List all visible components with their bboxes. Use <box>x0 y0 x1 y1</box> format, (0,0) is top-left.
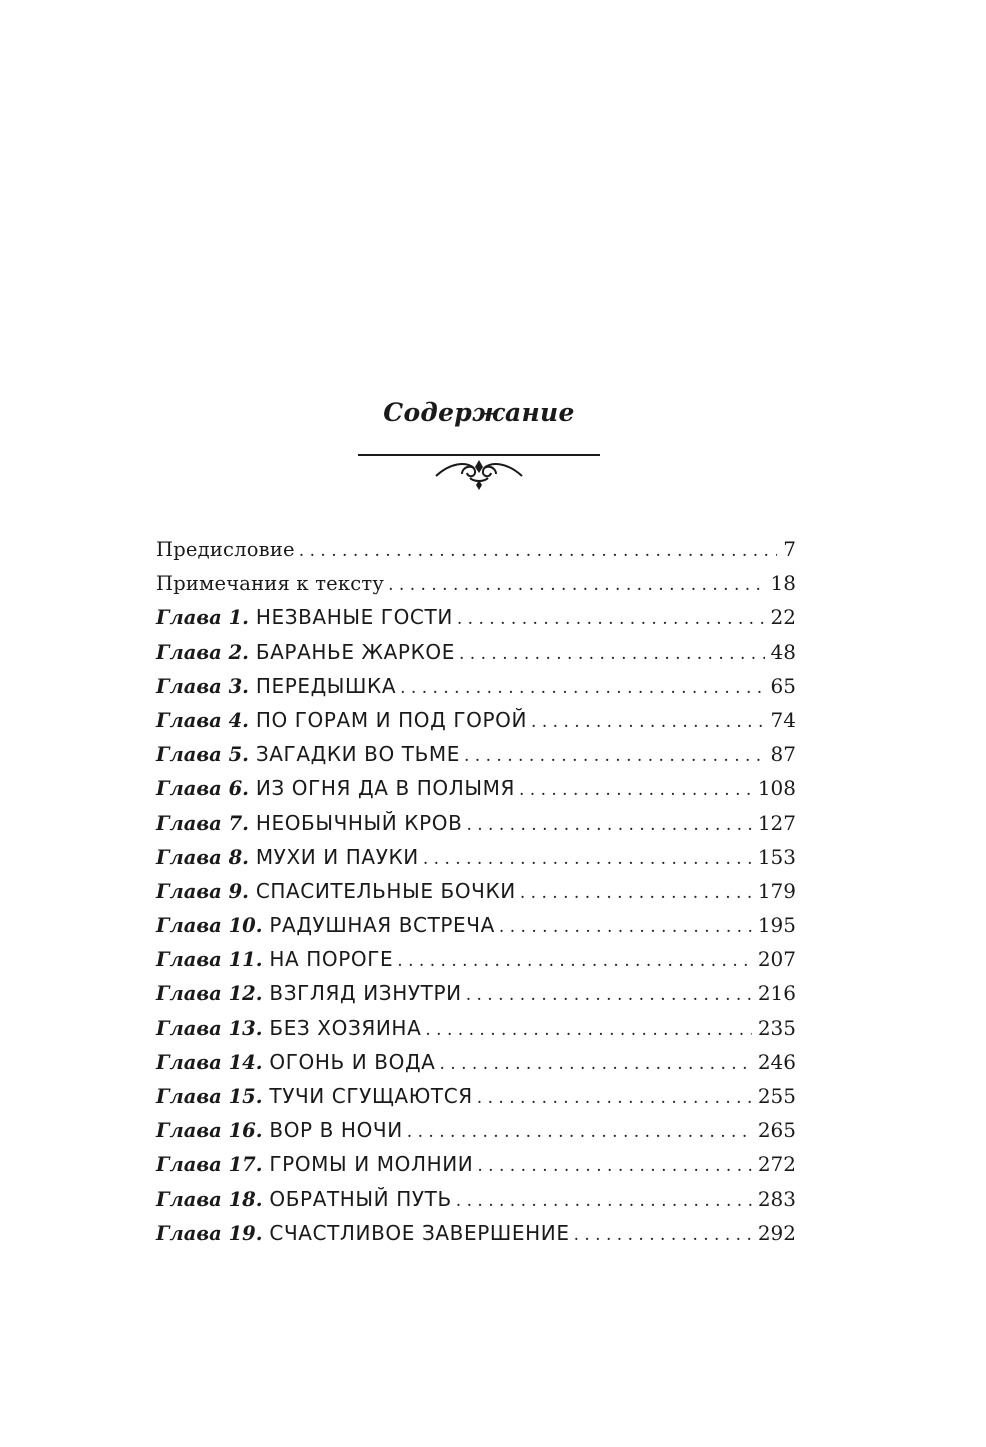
chapter-number: Глава 8. <box>156 845 249 869</box>
page-number: 207 <box>757 947 796 972</box>
chapter-number: Глава 7. <box>156 811 249 835</box>
toc-entry <box>156 879 796 913</box>
page-number: 65 <box>770 673 796 698</box>
page-number: 283 <box>757 1186 796 1211</box>
chapter-title: ВЗГЛЯД ИЗНУТРИ <box>269 981 462 1006</box>
toc-entry <box>156 571 796 605</box>
toc-entry <box>156 1152 796 1186</box>
toc-entry <box>156 1084 796 1118</box>
dot-leader <box>425 1020 751 1040</box>
page-number: 195 <box>757 913 796 938</box>
chapter-title: НЕОБЫЧНЫЙ КРОВ <box>255 810 463 835</box>
chapter-title: ГРОМЫ И МОЛНИИ <box>269 1152 474 1177</box>
page-number: 265 <box>757 1118 796 1143</box>
dot-leader <box>400 678 764 698</box>
toc-entry <box>156 1221 796 1255</box>
chapter-title: ОГОНЬ И ВОДА <box>269 1049 436 1074</box>
dot-leader <box>574 1225 752 1245</box>
chapter-number: Глава 3. <box>156 674 249 698</box>
page-number: 87 <box>770 742 796 767</box>
toc-entry <box>156 1016 796 1050</box>
chapter-title: ВОР В НОЧИ <box>269 1118 403 1143</box>
page-number: 74 <box>770 707 796 732</box>
dot-leader <box>477 1156 751 1176</box>
page-number: 153 <box>757 844 796 869</box>
page-number: 179 <box>757 878 796 903</box>
chapter-number: Глава 13. <box>156 1016 263 1040</box>
page-number: 18 <box>770 571 796 596</box>
chapter-title: ИЗ ОГНЯ ДА В ПОЛЫМЯ <box>255 776 515 801</box>
toc-entry <box>156 605 796 639</box>
chapter-number: Глава 4. <box>156 708 249 732</box>
dot-leader <box>456 1191 752 1211</box>
chapter-number: Глава 16. <box>156 1119 263 1143</box>
entry-title: Предисловие <box>156 538 295 561</box>
toc-entry <box>156 1050 796 1084</box>
toc-entry <box>156 845 796 879</box>
chapter-title: БАРАНЬЕ ЖАРКОЕ <box>255 639 455 664</box>
toc-entry <box>156 742 796 776</box>
chapter-number: Глава 2. <box>156 640 249 664</box>
chapter-title: СЧАСТЛИВОЕ ЗАВЕРШЕНИЕ <box>269 1220 570 1245</box>
page-number: 48 <box>770 639 796 664</box>
chapter-number: Глава 1. <box>156 606 249 630</box>
chapter-title: ПО ГОРАМ И ПОД ГОРОЙ <box>255 707 528 732</box>
chapter-number: Глава 15. <box>156 1085 263 1108</box>
page-number: 246 <box>757 1049 796 1074</box>
chapter-title: НЕЗВАНЫЕ ГОСТИ <box>255 605 453 630</box>
chapter-title: НА ПОРОГЕ <box>269 947 394 972</box>
dot-leader <box>423 849 752 869</box>
toc-entry <box>156 674 796 708</box>
chapter-title: ОБРАТНЫЙ ПУТЬ <box>269 1186 452 1211</box>
dot-leader <box>299 541 777 561</box>
dot-leader <box>519 780 752 800</box>
toc-entry <box>156 913 796 947</box>
dot-leader <box>466 985 752 1005</box>
chapter-title: ЗАГАДКИ ВО ТЬМЕ <box>255 742 460 767</box>
ornament-divider-icon <box>358 446 600 494</box>
table-of-contents <box>156 537 796 1255</box>
toc-entry <box>156 537 796 571</box>
chapter-number: Глава 6. <box>156 777 249 801</box>
dot-leader <box>457 609 765 629</box>
page-number: 108 <box>757 776 796 801</box>
toc-entry <box>156 776 796 810</box>
toc-entry <box>156 981 796 1015</box>
dot-leader <box>531 712 765 732</box>
chapter-number: Глава 5. <box>156 743 249 767</box>
dot-leader <box>499 917 752 937</box>
chapter-number: Глава 19. <box>156 1221 263 1245</box>
page-number: 7 <box>783 537 796 561</box>
chapter-number: Глава 11. <box>156 948 263 972</box>
chapter-number: Глава 14. <box>156 1050 263 1074</box>
chapter-title: РАДУШНАЯ ВСТРЕЧА <box>269 913 495 938</box>
toc-entry <box>156 947 796 981</box>
dot-leader <box>459 644 765 664</box>
dot-leader <box>407 1122 752 1142</box>
page-number: 255 <box>757 1084 796 1108</box>
chapter-title: СПАСИТЕЛЬНЫЕ БОЧКИ <box>255 878 516 903</box>
dot-leader <box>439 1054 751 1074</box>
page-title: Содержание <box>383 398 575 427</box>
chapter-title: ПЕРЕДЫШКА <box>255 673 397 698</box>
toc-entry <box>156 640 796 674</box>
dot-leader <box>477 1088 752 1108</box>
toc-entry <box>156 811 796 845</box>
chapter-number: Глава 18. <box>156 1187 263 1211</box>
page-number: 127 <box>757 810 796 835</box>
chapter-number: Глава 12. <box>156 982 263 1006</box>
page-number: 292 <box>757 1220 796 1245</box>
toc-entry <box>156 708 796 742</box>
chapter-number: Глава 17. <box>156 1153 263 1177</box>
chapter-number: Глава 9. <box>156 879 249 903</box>
dot-leader <box>520 883 752 903</box>
chapter-number: Глава 10. <box>156 914 263 938</box>
chapter-title: МУХИ И ПАУКИ <box>255 844 419 869</box>
entry-title: Примечания к тексту <box>156 572 385 596</box>
chapter-title: ТУЧИ СГУЩАЮТСЯ <box>269 1084 473 1108</box>
page-number: 216 <box>757 981 796 1006</box>
dot-leader <box>397 951 752 971</box>
dot-leader <box>464 746 765 766</box>
toc-entry <box>156 1187 796 1221</box>
dot-leader <box>466 815 751 835</box>
dot-leader <box>388 575 764 595</box>
page-number: 272 <box>757 1152 796 1177</box>
toc-entry <box>156 1118 796 1152</box>
page-number: 22 <box>770 605 796 630</box>
page-number: 235 <box>757 1015 796 1040</box>
chapter-title: БЕЗ ХОЗЯИНА <box>269 1015 422 1040</box>
